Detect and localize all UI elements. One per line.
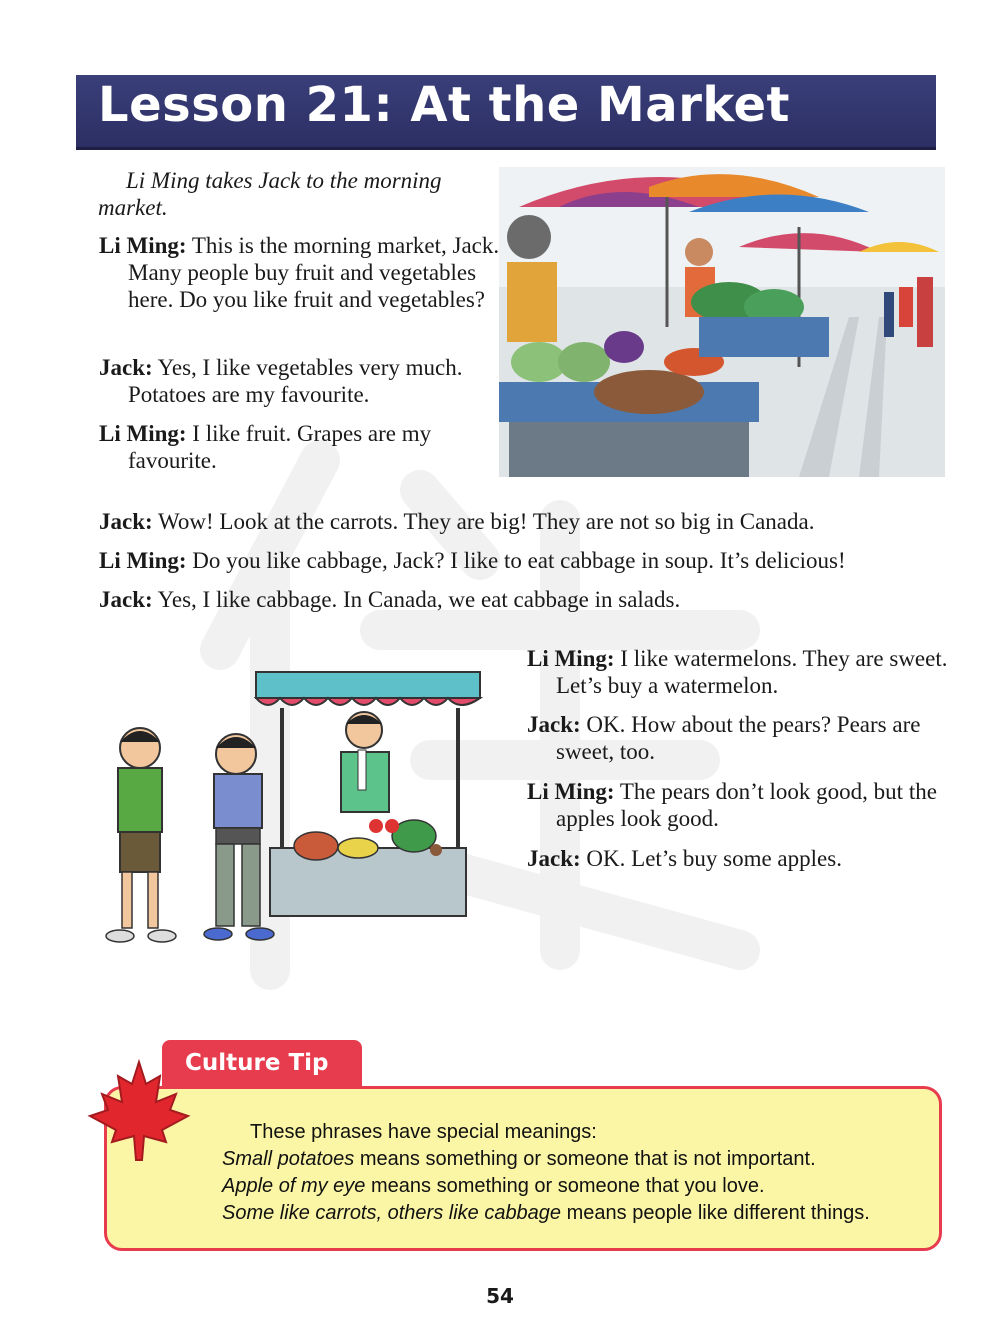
speaker-label: Li Ming: bbox=[99, 548, 187, 573]
culture-tip-meaning: means something or someone that you love. bbox=[365, 1175, 765, 1197]
dialogue-line bbox=[99, 547, 988, 574]
culture-tip-intro: These phrases have special meanings: bbox=[250, 1121, 597, 1143]
speaker-label: Li Ming: bbox=[99, 421, 187, 446]
lesson-title-bar bbox=[76, 75, 936, 147]
dialogue-text: The pears don’t look good, but the apples look good. bbox=[556, 779, 937, 831]
culture-tip-phrase: Some like carrots, others like cabbage bbox=[222, 1202, 562, 1224]
dialogue-text: OK. How about the pears? Pears are sweet, too. bbox=[556, 712, 921, 764]
dialogue-text: Wow! Look at the carrots. They are big! They are not so big in Canada. bbox=[158, 509, 815, 534]
culture-tip-meaning: means something or someone that is not important. bbox=[354, 1148, 816, 1170]
maple-leaf-icon bbox=[84, 1056, 194, 1166]
culture-tip-line bbox=[222, 1146, 816, 1173]
speaker-label: Jack: bbox=[99, 509, 153, 534]
dialogue-line bbox=[99, 586, 988, 613]
dialogue-line bbox=[527, 778, 976, 832]
speaker-label: Li Ming: bbox=[99, 233, 187, 258]
dialogue-line bbox=[99, 232, 520, 313]
dialogue-text: I like watermelons. They are sweet. Let’s buy a watermelon. bbox=[556, 646, 948, 698]
page-number: 54 bbox=[486, 1284, 514, 1308]
dialogue-line bbox=[527, 711, 976, 765]
dialogue-text: I like fruit. Grapes are my favourite. bbox=[128, 421, 432, 473]
dialogue-text: Yes, I like cabbage. In Canada, we eat cabbage in salads. bbox=[157, 587, 681, 612]
speaker-label: Li Ming: bbox=[527, 646, 615, 671]
intro-text: Li Ming takes Jack to the morning market. bbox=[98, 168, 442, 220]
dialogue-text: OK. Let’s buy some apples. bbox=[586, 846, 842, 871]
culture-tip-line bbox=[222, 1200, 870, 1227]
speaker-label: Jack: bbox=[99, 587, 153, 612]
dialogue-text: This is the morning market, Jack. Many people buy fruit and vegetables here. Do you like fruit and vegetables? bbox=[128, 233, 500, 312]
culture-tip-phrase: Apple of my eye bbox=[222, 1175, 366, 1197]
fruit-stall-illustration bbox=[96, 668, 496, 956]
dialogue-text: Do you like cabbage, Jack? I like to eat cabbage in soup. It’s delicious! bbox=[192, 548, 846, 573]
dialogue-text: Yes, I like vegetables very much. Potatoes are my favourite. bbox=[128, 355, 463, 407]
dialogue-line bbox=[99, 354, 520, 408]
culture-tip-label: Culture Tip bbox=[185, 1050, 329, 1076]
culture-tip-line bbox=[222, 1173, 765, 1200]
speaker-label: Li Ming: bbox=[527, 779, 615, 804]
culture-tip-phrase: Small potatoes bbox=[222, 1148, 355, 1170]
dialogue-line bbox=[99, 508, 988, 535]
speaker-label: Jack: bbox=[527, 712, 581, 737]
market-scene-illustration bbox=[499, 167, 945, 477]
dialogue-line bbox=[527, 845, 976, 872]
lesson-title: Lesson 21: At the Market bbox=[98, 77, 790, 133]
culture-tip-meaning: means people like different things. bbox=[561, 1202, 870, 1224]
dialogue-line bbox=[527, 645, 976, 699]
speaker-label: Jack: bbox=[527, 846, 581, 871]
dialogue-line bbox=[99, 420, 520, 474]
speaker-label: Jack: bbox=[99, 355, 153, 380]
